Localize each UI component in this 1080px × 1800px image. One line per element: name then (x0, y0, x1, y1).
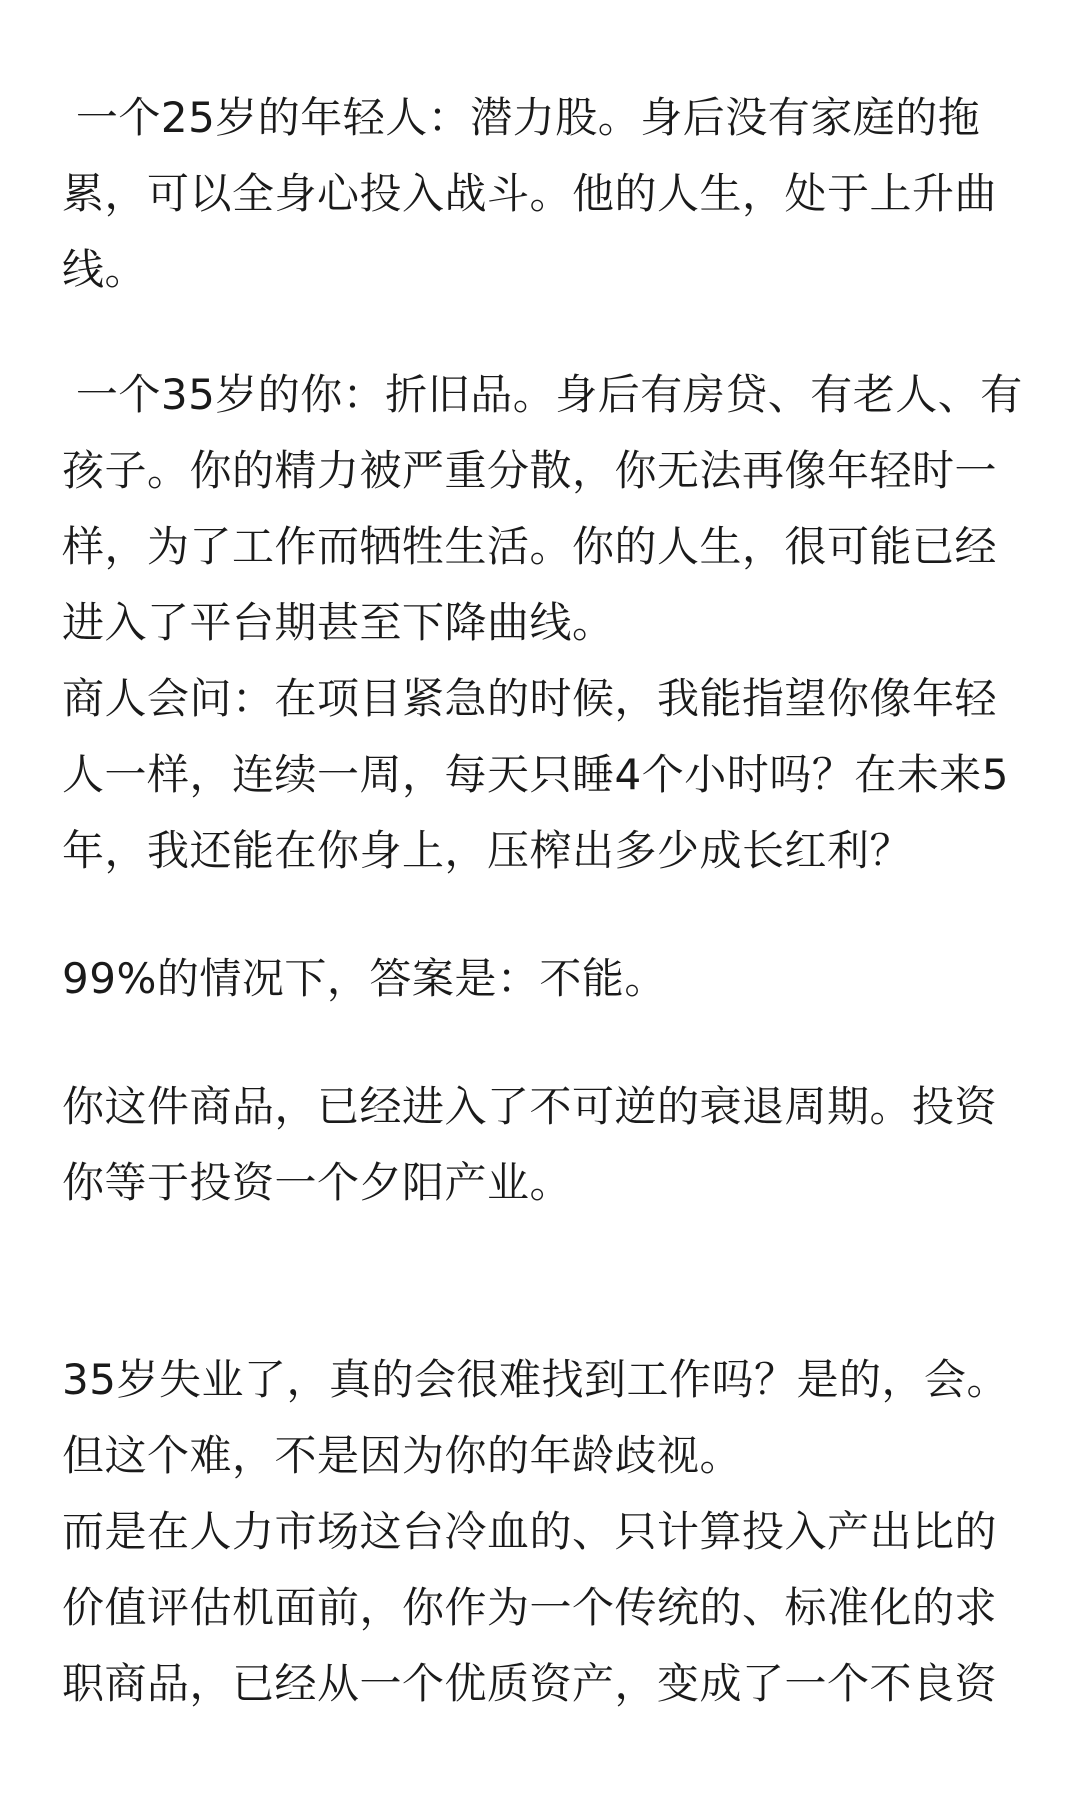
text-line: 你等于投资一个夕阳产业。 (62, 1158, 573, 1207)
text-line: 99%的情况下，答案是：不能。 (62, 954, 667, 1003)
text-line: 线。 (62, 245, 148, 294)
text-line: 一个25岁的年轻人：潜力股。身后没有家庭的拖 (62, 93, 981, 142)
text-line: 进入了平台期甚至下降曲线。 (62, 598, 615, 647)
text-line: 年，我还能在你身上，压榨出多少成长红利？ (62, 826, 913, 875)
text-line: 但这个难，不是因为你的年龄歧视。 (62, 1431, 743, 1480)
text-line: 孩子。你的精力被严重分散，你无法再像年轻时一 (62, 446, 998, 495)
text-line: 职商品，已经从一个优质资产，变成了一个不良资 (62, 1659, 998, 1708)
text-line: 商人会问：在项目紧急的时候，我能指望你像年轻 (62, 674, 998, 723)
text-line: 样，为了工作而牺牲生活。你的人生，很可能已经 (62, 522, 998, 571)
text-line: 一个35岁的你：折旧品。身后有房贷、有老人、有 (62, 370, 1023, 419)
text-line: 价值评估机面前，你作为一个传统的、标准化的求 (62, 1583, 998, 1632)
text-line: 人一样，连续一周，每天只睡4个小时吗？在未来5 (62, 750, 1009, 799)
text-line: 35岁失业了，真的会很难找到工作吗？是的，会。 (62, 1355, 1009, 1404)
text-line: 你这件商品，已经进入了不可逆的衰退周期。投资 (62, 1082, 998, 1131)
text-line: 而是在人力市场这台冷血的、只计算投入产出比的 (62, 1507, 998, 1556)
text-line: 累，可以全身心投入战斗。他的人生，处于上升曲 (62, 169, 998, 218)
